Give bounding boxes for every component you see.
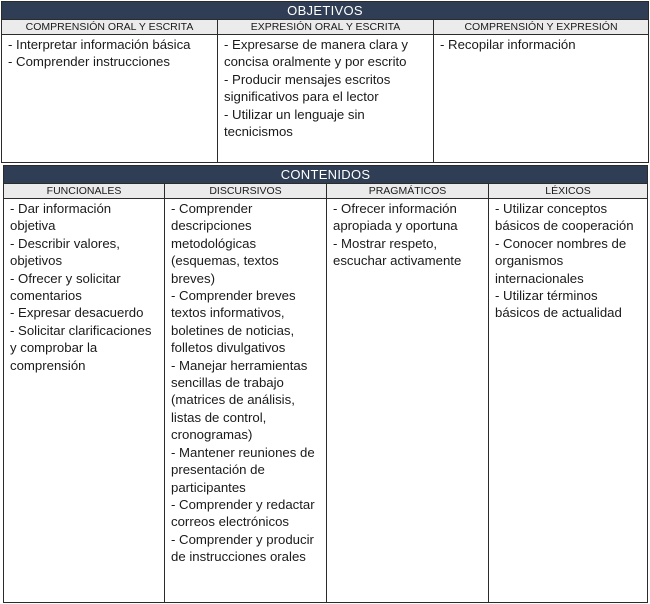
contenidos-cell-pragmaticos (327, 199, 489, 603)
objetivos-title: OBJETIVOS (2, 2, 649, 20)
list-item: - Producir mensajes escritos significativos para el lector (224, 71, 391, 105)
list-item: - Describir valores, objetivos (10, 235, 120, 269)
list-item: - Solicitar clarificaciones y comprobar la comprensión (10, 322, 152, 373)
list-item: - Utilizar conceptos básicos de cooperación (495, 201, 634, 234)
contenidos-header-funcionales: FUNCIONALES (4, 184, 165, 199)
list-item: - Ofrecer información apropiada y oportuna (333, 201, 458, 234)
contenidos-cell-funcionales (4, 199, 165, 603)
list-item: - Interpretar información básica (8, 37, 191, 52)
objetivos-header-comprension-oral: COMPRENSIÓN ORAL Y ESCRITA (2, 20, 218, 35)
contenidos-cell-lexicos (489, 199, 648, 603)
list-item: - Utilizar términos básicos de actualidad (495, 288, 622, 321)
objetivos-header-comprension-expresion: COMPRENSIÓN Y EXPRESIÓN (434, 20, 649, 35)
contenidos-header-lexicos: LÉXICOS (489, 184, 648, 199)
list-item: - Comprender y producir de instrucciones orales (171, 531, 314, 565)
objetivos-table (1, 1, 649, 163)
list-item: - Mantener reuniones de presentación de participantes (171, 444, 315, 495)
list-item: - Comprender descripciones metodológicas (esquemas, textos breves) (171, 201, 279, 286)
contenidos-cell-discursivos (165, 199, 327, 603)
contenidos-table (3, 165, 648, 603)
list-item: - Comprender breves textos informativos, boletines de noticias, folletos divulgativos (171, 288, 296, 356)
contenidos-header-pragmaticos: PRAGMÁTICOS (327, 184, 489, 199)
contenidos-title: CONTENIDOS (4, 166, 648, 184)
list-item: - Expresarse de manera clara y concisa oralmente y por escrito (224, 37, 408, 70)
objetivos-header-expresion-oral: EXPRESIÓN ORAL Y ESCRITA (218, 20, 434, 35)
objetivos-cell-expresion-oral (218, 35, 434, 163)
list-item: - Comprender instrucciones (8, 54, 170, 70)
list-item: - Recopilar información (440, 37, 576, 52)
list-item: - Utilizar un lenguaje sin tecnicismos (224, 106, 365, 140)
contenidos-header-discursivos: DISCURSIVOS (165, 184, 327, 199)
list-item: - Mostrar respeto, escuchar activamente (333, 235, 462, 269)
objetivos-cell-comprension-expresion (434, 35, 649, 163)
list-item: - Expresar desacuerdo (10, 305, 144, 321)
objetivos-cell-comprension-oral (2, 35, 218, 163)
list-item: - Manejar herramientas sencillas de trabajo (matrices de análisis, listas de control, cronogramas) (171, 357, 308, 443)
list-item: - Comprender y redactar correos electrónicos (171, 496, 315, 530)
list-item: - Ofrecer y solicitar comentarios (10, 270, 121, 304)
list-item: - Conocer nombres de organismos internacionales (495, 235, 627, 286)
list-item: - Dar información objetiva (10, 201, 112, 234)
